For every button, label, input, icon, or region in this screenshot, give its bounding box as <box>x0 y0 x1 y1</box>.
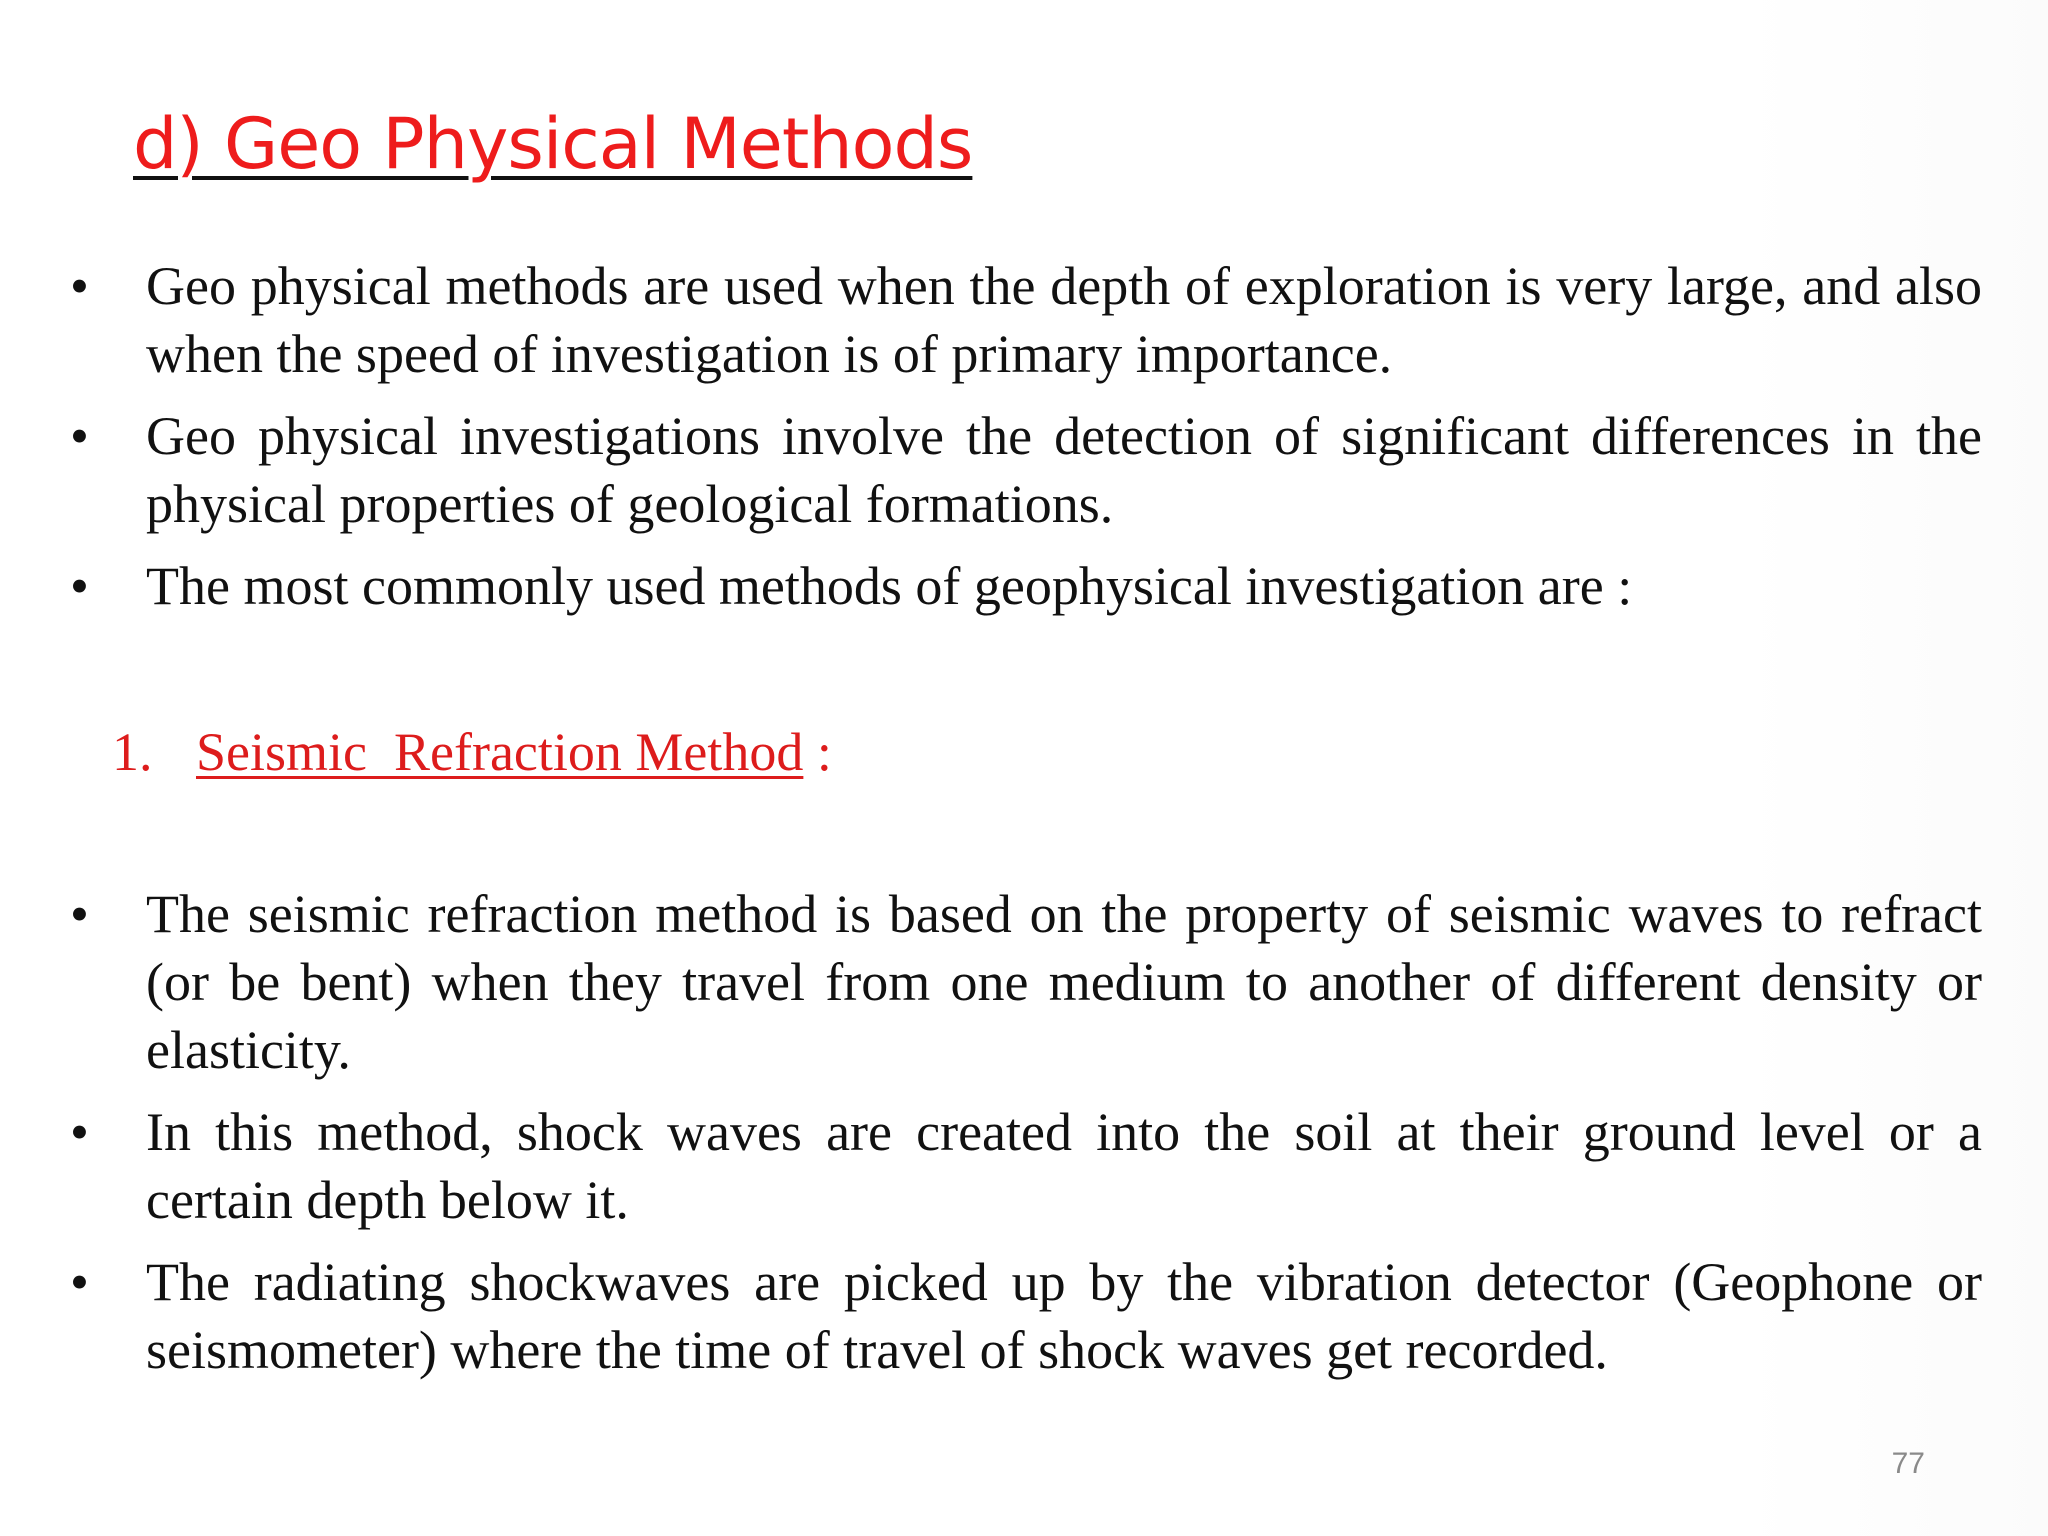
bullet-dot-icon: • <box>70 556 89 616</box>
bullet-text: Geo physical investigations involve the detection of significant differences in the physical properties of geological formations. <box>146 406 1982 534</box>
numbered-heading <box>112 718 832 786</box>
bullet-text: The seismic refraction method is based on the property of seismic waves to refract (or be bent) when they travel from one medium to another of different density or elasticity. <box>146 884 1982 1080</box>
slide-title: d) Geo Physical Methods <box>133 103 973 185</box>
bullet-dot-icon: • <box>70 1252 89 1312</box>
bullet-list-seismic <box>0 880 1982 1398</box>
bullet-item <box>0 252 1982 388</box>
bullet-text: The radiating shockwaves are picked up by the vibration detector (Geophone or seismometer) where the time of travel of shock waves get recorded. <box>146 1252 1982 1380</box>
bullet-text: In this method, shock waves are created into the soil at their ground level or a certain depth below it. <box>146 1102 1982 1230</box>
bullet-item <box>0 880 1982 1084</box>
bullet-dot-icon: • <box>70 256 89 316</box>
bullet-item <box>0 402 1982 538</box>
heading-number: 1. <box>112 722 153 782</box>
heading-suffix: : <box>803 722 832 782</box>
bullet-list-intro <box>0 252 1982 634</box>
bullet-dot-icon: • <box>70 884 89 944</box>
bullet-dot-icon: • <box>70 1102 89 1162</box>
bullet-item <box>0 552 1982 620</box>
bullet-item <box>0 1248 1982 1384</box>
bullet-item <box>0 1098 1982 1234</box>
bullet-text: The most commonly used methods of geophysical investigation are : <box>146 556 1633 616</box>
page-number: 77 <box>1891 1447 1925 1480</box>
bullet-dot-icon: • <box>70 406 89 466</box>
heading-label: Seismic Refraction Method <box>196 722 804 782</box>
bullet-text: Geo physical methods are used when the depth of exploration is very large, and also when the speed of investigation is of primary importance. <box>146 256 1982 384</box>
